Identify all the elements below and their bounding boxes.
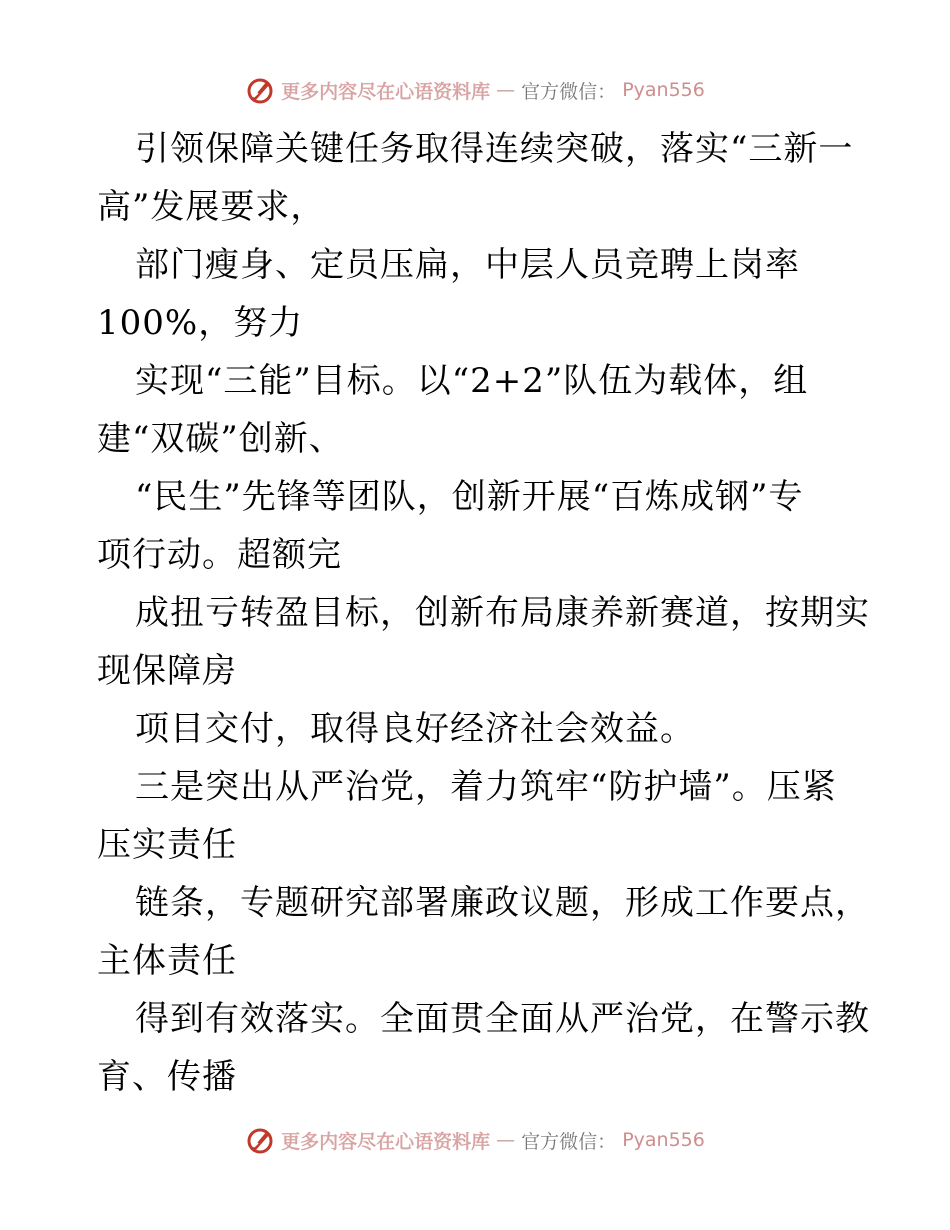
text-line: 链条，专题研究部署廉政议题，形成工作要点，: [135, 883, 870, 923]
feather-pen-logo-icon: [245, 75, 275, 105]
text-line: 引领保障关键任务取得连续突破，落实“三新一: [135, 129, 854, 169]
text-line: 建“双碳”创新、: [97, 419, 344, 459]
text-line: 100%，努力: [97, 303, 304, 343]
watermark-main-text: 更多内容尽在心语资料库: [281, 80, 491, 103]
header-watermark: [0, 73, 950, 107]
watermark-main-text: 更多内容尽在心语资料库: [281, 1130, 491, 1153]
body-text: [97, 120, 870, 1106]
text-line: “民生”先锋等团队，创新开展“百炼成钢”专: [135, 477, 804, 517]
footer-watermark: [0, 1123, 950, 1157]
text-line: 部门瘦身、定员压扁，中层人员竞聘上岗率: [135, 245, 800, 285]
feather-pen-logo-icon: [245, 1125, 275, 1155]
text-line: 项目交付，取得良好经济社会效益。: [135, 709, 695, 749]
watermark-dash: —: [496, 1129, 516, 1151]
text-line: 成扭亏转盈目标，创新布局康养新赛道，按期实: [135, 593, 870, 633]
text-line: 项行动。超额完: [97, 535, 342, 575]
text-line: 高”发展要求，: [97, 187, 326, 227]
text-line: 实现“三能”目标。以“2+2”队伍为载体，组: [135, 361, 809, 401]
watermark-official-label: 官方微信：: [521, 80, 617, 103]
text-line: 得到有效落实。全面贯全面从严治党，在警示教: [135, 999, 870, 1039]
text-line: 现保障房: [97, 651, 237, 691]
text-line: 压实责任: [97, 825, 237, 865]
watermark-wechat-id: Pyan556: [622, 1129, 705, 1151]
watermark-dash: —: [496, 79, 516, 101]
watermark-official-label: 官方微信：: [521, 1130, 617, 1153]
watermark-wechat-id: Pyan556: [622, 79, 705, 101]
text-line: 三是突出从严治党，着力筑牢“防护墙”。压紧: [135, 767, 837, 807]
text-line: 主体责任: [97, 941, 237, 981]
text-line: 育、传播: [97, 1057, 237, 1097]
